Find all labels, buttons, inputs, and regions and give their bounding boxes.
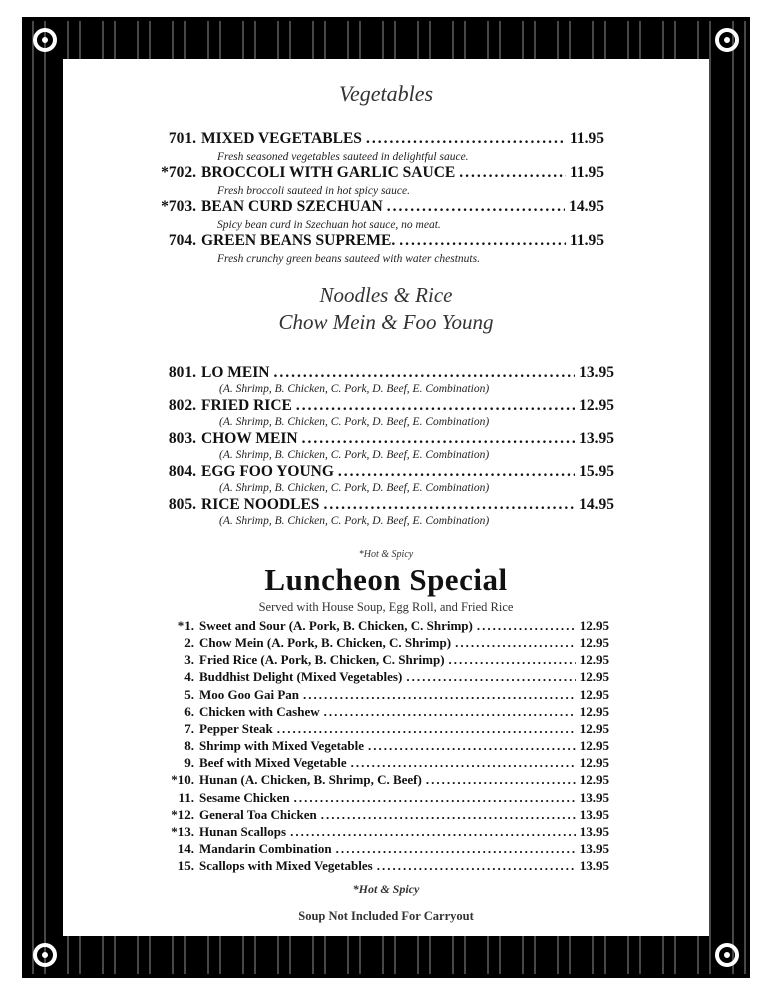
luncheon-item-6: 6. Chicken with Cashew ..... 12.95 bbox=[162, 704, 609, 720]
menu-item-701: 701. MIXED VEGETABLES ..... 11.95 bbox=[154, 130, 604, 148]
luncheon-item-7: 7. Pepper Steak ..... 12.95 bbox=[162, 721, 609, 737]
luncheon-item-2: 2. Chow Mein (A. Pork, B. Chicken, C. Shrimp) ..... 12.95 bbox=[162, 635, 609, 651]
item-description: (A. Shrimp, B. Chicken, C. Pork, D. Beef, E. Combination) bbox=[219, 515, 490, 527]
luncheon-special-title: Luncheon Special bbox=[264, 562, 508, 597]
carryout-note: Soup Not Included For Carryout bbox=[298, 909, 474, 923]
corner-circle-icon bbox=[33, 943, 57, 967]
luncheon-item-10: *10. Hunan (A. Chicken, B. Shrimp, C. Beef) ..... 12.95 bbox=[162, 772, 609, 788]
menu-item-804: 804. EGG FOO YOUNG ..... 15.95 bbox=[154, 463, 614, 481]
luncheon-item-9: 9. Beef with Mixed Vegetable ..... 12.95 bbox=[162, 755, 609, 771]
menu-item-703: *703. BEAN CURD SZECHUAN ..... 14.95 bbox=[154, 198, 604, 216]
menu-item-801: 801. LO MEIN ..... 13.95 bbox=[154, 364, 614, 382]
luncheon-item-3: 3. Fried Rice (A. Pork, B. Chicken, C. Shrimp) ..... 12.95 bbox=[162, 652, 609, 668]
luncheon-item-5: 5. Moo Goo Gai Pan ..... 12.95 bbox=[162, 687, 609, 703]
item-description: (A. Shrimp, B. Chicken, C. Pork, D. Beef, E. Combination) bbox=[219, 482, 490, 494]
luncheon-item-15: 15. Scallops with Mixed Vegetables ..... 13.95 bbox=[162, 858, 609, 874]
luncheon-subtitle: Served with House Soup, Egg Roll, and Fried Rice bbox=[258, 600, 514, 614]
menu-item-803: 803. CHOW MEIN ..... 13.95 bbox=[154, 430, 614, 448]
luncheon-item-14: 14. Mandarin Combination ..... 13.95 bbox=[162, 841, 609, 857]
menu-item-702: *702. BROCCOLI WITH GARLIC SAUCE ..... 11.95 bbox=[154, 164, 604, 182]
luncheon-item-13: *13. Hunan Scallops ..... 13.95 bbox=[162, 824, 609, 840]
luncheon-item-1: *1. Sweet and Sour (A. Pork, B. Chicken, C. Shrimp) ..... 12.95 bbox=[162, 618, 609, 634]
noodles-title-line2: Chow Mein & Foo Young bbox=[278, 310, 494, 334]
item-description: (A. Shrimp, B. Chicken, C. Pork, D. Beef, E. Combination) bbox=[219, 449, 490, 461]
luncheon-item-12: *12. General Toa Chicken ..... 13.95 bbox=[162, 807, 609, 823]
item-description: (A. Shrimp, B. Chicken, C. Pork, D. Beef, E. Combination) bbox=[219, 383, 490, 395]
menu-item-805: 805. RICE NOODLES ..... 14.95 bbox=[154, 496, 614, 514]
item-description: Fresh crunchy green beans sauteed with water chestnuts. bbox=[217, 253, 480, 265]
luncheon-item-8: 8. Shrimp with Mixed Vegetable ..... 12.95 bbox=[162, 738, 609, 754]
item-description: (A. Shrimp, B. Chicken, C. Pork, D. Beef, E. Combination) bbox=[219, 416, 490, 428]
menu-page bbox=[59, 55, 713, 940]
item-description: Spicy bean curd in Szechuan hot sauce, no meat. bbox=[217, 219, 441, 231]
corner-circle-icon bbox=[715, 943, 739, 967]
vegetables-title: Vegetables bbox=[338, 81, 434, 106]
luncheon-item-11: 11. Sesame Chicken ..... 13.95 bbox=[162, 790, 609, 806]
corner-circle-icon bbox=[33, 28, 57, 52]
luncheon-item-4: 4. Buddhist Delight (Mixed Vegetables) ..... 12.95 bbox=[162, 669, 609, 685]
corner-circle-icon bbox=[715, 28, 739, 52]
item-description: Fresh broccoli sauteed in hot spicy sauce. bbox=[217, 185, 411, 197]
hot-spicy-note-bottom: *Hot & Spicy bbox=[352, 882, 420, 896]
noodles-title-line1: Noodles & Rice bbox=[319, 283, 453, 307]
item-description: Fresh seasoned vegetables sauteed in delightful sauce. bbox=[217, 151, 469, 163]
hot-spicy-note-top: *Hot & Spicy bbox=[358, 549, 414, 560]
menu-item-802: 802. FRIED RICE ..... 12.95 bbox=[154, 397, 614, 415]
menu-item-704: 704. GREEN BEANS SUPREME. ..... 11.95 bbox=[154, 232, 604, 250]
